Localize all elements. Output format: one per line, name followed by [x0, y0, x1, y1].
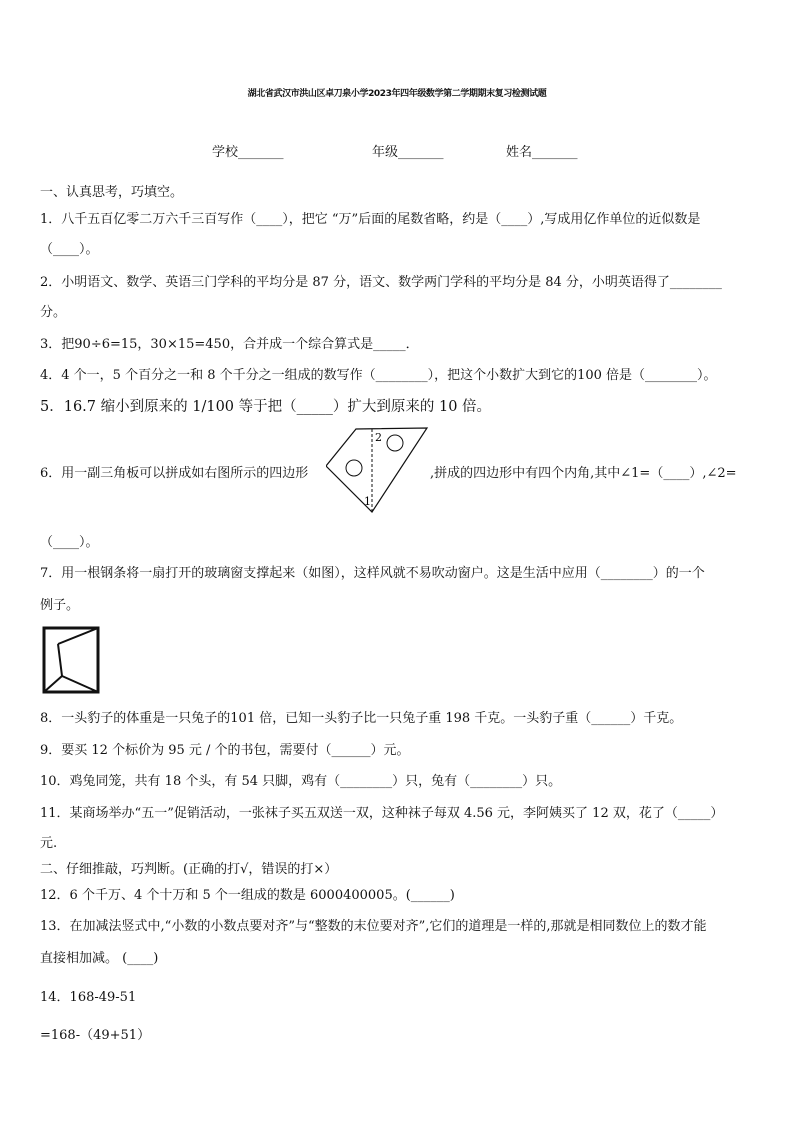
question-5: 5．16.7 缩小到原来的 1/100 等于把（_____）扩大到原来的 10 倍。 — [40, 399, 492, 415]
triangle-hole-circle-right — [387, 435, 403, 451]
quadrilateral-figure — [326, 424, 430, 516]
window-frame — [44, 628, 98, 692]
question-6-line-1b: ,拼成的四边形中有四个内角,其中∠1=（____）,∠2= — [430, 466, 737, 481]
section-1-heading: 一、认真思考，巧填空。 — [40, 185, 184, 200]
window-figure — [40, 624, 102, 696]
open-pane-side — [58, 644, 98, 692]
question-13-line-2: 直接相加减。 (____) — [40, 951, 159, 966]
question-7-line-1: 7．用一根钢条将一扇打开的玻璃窗支撑起来（如图），这样风就不易吹动窗户。这是生活中应用（________）的一个 — [40, 566, 705, 581]
question-6-line-1a: 6．用一副三角板可以拼成如右图所示的四边形 — [40, 466, 309, 481]
question-9: 9．要买 12 个标价为 95 元 / 个的书包，需要付（______）元。 — [40, 743, 410, 758]
open-pane-top — [58, 628, 98, 644]
question-14-line-1: 14．168-49-51 — [40, 990, 137, 1005]
question-13-line-1: 13．在加减法竖式中,“小数的小数点要对齐”与“整数的末位要对齐”,它们的道理是一样的,那就是相同数位上的数才能 — [40, 919, 707, 934]
question-11-line-2: 元. — [40, 836, 58, 851]
angle-2-label: 2 — [375, 431, 382, 444]
question-2-line-2: 分。 — [40, 305, 67, 320]
angle-1-label: 1 — [364, 495, 371, 508]
question-10: 10．鸡兔同笼，共有 18 个头，有 54 只脚，鸡有（________）只，兔有（________）只。 — [40, 774, 562, 789]
question-7-line-2: 例子。 — [40, 598, 80, 613]
question-1-line-2: （____）。 — [40, 242, 99, 257]
question-8: 8．一头豹子的体重是一只兔子的101 倍，已知一头豹子比一只兔子重 198 千克。一头豹子重（______）千克。 — [40, 711, 683, 726]
support-rod — [44, 676, 62, 692]
question-4: 4．4 个一，5 个百分之一和 8 个千分之一组成的数写作（________），把这个小数扩大到它的100 倍是（________）。 — [40, 368, 717, 383]
grade-field: 年级_______ — [372, 145, 444, 160]
page-title: 湖北省武汉市洪山区卓刀泉小学2023年四年级数学第二学期期末复习检测试题 — [247, 89, 547, 99]
question-3: 3．把90÷6=15，30×15=450，合并成一个综合算式是_____． — [40, 337, 419, 352]
question-1-line-1: 1．八千五百亿零二万六千三百写作（____），把它 “万”后面的尾数省略，约是（____）,写成用亿作单位的近似数是 — [40, 212, 701, 227]
school-field: 学校_______ — [212, 145, 284, 160]
question-14-line-2: =168-（49+51） — [40, 1028, 151, 1043]
section-2-heading: 二、仔细推敲，巧判断。(正确的打√，错误的打×） — [40, 862, 338, 877]
name-field: 姓名_______ — [506, 145, 578, 160]
triangle-hole-circle-left — [346, 460, 362, 476]
question-11-line-1: 11．某商场举办“五一”促销活动，一张袜子买五双送一双，这种袜子每双 4.56 元，李阿姨买了 12 双，花了（_____） — [40, 806, 724, 821]
question-12: 12．6 个千万、4 个十万和 5 个一组成的数是 6000400005。(______) — [40, 888, 455, 903]
question-6-line-2: （____）。 — [40, 535, 99, 550]
question-2-line-1: 2．小明语文、数学、英语三门学科的平均分是 87 分，语文、数学两门学科的平均分是 84 分，小明英语得了________ — [40, 275, 722, 290]
